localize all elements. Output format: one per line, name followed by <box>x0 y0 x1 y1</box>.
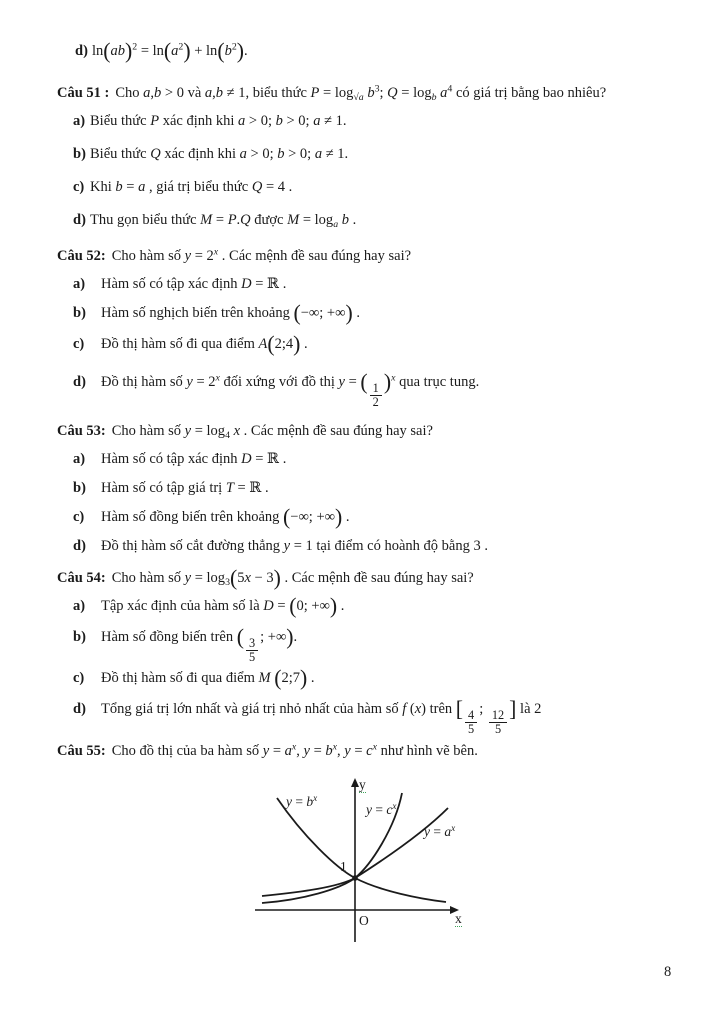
question-53-option-c <box>73 505 350 530</box>
question-51-option-b <box>73 145 348 163</box>
option-text: Hàm số có tập xác định D = ℝ . <box>101 276 287 292</box>
y-axis-arrow-icon <box>351 778 359 787</box>
option-text: Đồ thị hàm số đi qua điểm M (2;7) . <box>101 666 315 691</box>
curve-b-label: $y = b^x$ <box>286 792 318 809</box>
question-stem: Cho a,b > 0 và a,b ≠ 1, biểu thức $P = \log_{√a} b^3$; $Q = \log_b a^4$ có giá trị bằng bao nhiêu? <box>115 83 607 103</box>
option-label: a) <box>73 598 86 614</box>
option-label: c) <box>73 336 85 352</box>
question-stem: Cho đồ thị của ba hàm số $y = a^x$, $y = b^x$, $y = c^x$ như hình vẽ bên. <box>111 741 478 759</box>
option-label: d) <box>73 374 86 390</box>
option-label: a) <box>73 451 86 467</box>
x-axis-label: x <box>455 911 462 926</box>
option-label: b) <box>73 305 86 321</box>
question-53-option-d <box>73 537 488 555</box>
question-53-header <box>57 422 433 440</box>
option-label: b) <box>73 480 86 496</box>
option-text: $\ln(ab)^2 = \ln(a^2) + \ln(b^2)$. <box>92 39 248 64</box>
question-55-header <box>57 742 478 760</box>
option-text: Hàm số có tập xác định D = ℝ . <box>101 451 287 467</box>
question-52-option-c <box>73 332 308 357</box>
question-53-option-b <box>73 479 269 497</box>
option-text: Đồ thị hàm số $y = 2^x$ đối xứng với đồ thị y = ( $\frac{1}{2}$ )$^x$ qua trục tung. <box>101 370 480 410</box>
option-text: Thu gọn biểu thức M = P.Q được $M = \log_a b$ . <box>90 212 357 230</box>
option-text: Hàm số đồng biến trên ( $\frac{3}{5}$ ; +∞). <box>101 625 298 665</box>
option-label: d) <box>73 538 86 554</box>
origin-label: O <box>359 913 369 928</box>
question-id: Câu 55: <box>57 743 106 759</box>
option-text: Biểu thức P xác định khi a > 0; b > 0; a ≠ 1. <box>90 113 347 129</box>
question-52-option-b <box>73 301 360 326</box>
curve-a-label: $y = a^x$ <box>424 822 456 839</box>
option-text: Đồ thị hàm số đi qua điểm A(2;4) . <box>101 332 308 357</box>
question-stem: Cho hàm số $y = \log_4 x$ . Các mệnh đề sau đúng hay sai? <box>111 423 433 441</box>
question-stem: Cho hàm số $y = \log_3(5x - 3)$ . Các mệnh đề sau đúng hay sai? <box>111 566 474 591</box>
option-text: Tập xác định của hàm số là D = (0; +∞) . <box>101 594 345 619</box>
lead-option-d <box>75 39 248 64</box>
question-53-option-a <box>73 450 286 468</box>
page-number: 8 <box>664 964 672 980</box>
option-label: d) <box>75 43 88 59</box>
option-text: Hàm số đồng biến trên khoảng (−∞; +∞) . <box>101 505 350 530</box>
curve-c-label: $y = c^x$ <box>366 800 397 817</box>
question-52-option-a <box>73 275 286 293</box>
question-54-option-d <box>73 697 542 737</box>
question-51-header <box>57 84 606 102</box>
option-label: d) <box>73 701 86 717</box>
option-text: Đồ thị hàm số cắt đường thẳng y = 1 tại điểm có hoành độ bằng 3 . <box>101 538 488 554</box>
option-text: Biểu thức Q xác định khi a > 0; b > 0; a ≠ 1. <box>90 146 349 162</box>
question-54-option-b <box>73 625 298 665</box>
option-text: Hàm số nghịch biến trên khoảng (−∞; +∞) . <box>101 301 360 326</box>
option-label: a) <box>73 113 86 129</box>
question-id: Câu 51 : <box>57 85 110 101</box>
option-text: Tổng giá trị lớn nhất và giá trị nhỏ nhất của hàm số f (x) trên [ $\frac{4}{5}$ ; $\frac{12}{5}$ ] là 2 <box>101 697 542 737</box>
question-54-header <box>57 566 474 591</box>
option-label: b) <box>73 146 86 162</box>
question-id: Câu 52: <box>57 248 106 264</box>
question-stem: Cho hàm số $y = 2^x$ . Các mệnh đề sau đúng hay sai? <box>111 246 412 264</box>
unit-one-label: 1 <box>340 859 347 874</box>
question-id: Câu 53: <box>57 423 106 439</box>
option-label: c) <box>73 509 85 525</box>
option-text: Hàm số có tập giá trị T = ℝ . <box>101 480 269 496</box>
option-text: Khi b = a , giá trị biểu thức Q = 4 . <box>90 179 293 195</box>
y-axis-label: y <box>359 777 366 792</box>
intersection-dot <box>352 875 358 881</box>
question-54-option-c <box>73 666 315 691</box>
option-label: d) <box>73 212 86 228</box>
question-52-header <box>57 247 411 265</box>
option-label: c) <box>73 179 85 195</box>
question-52-option-d <box>73 370 480 410</box>
option-label: a) <box>73 276 86 292</box>
question-51-option-d <box>73 211 356 229</box>
question-id: Câu 54: <box>57 570 106 586</box>
question-54-option-a <box>73 594 345 619</box>
graph-figure <box>248 778 478 950</box>
question-51-option-a <box>73 112 347 130</box>
question-51-option-c <box>73 178 292 196</box>
curve-b <box>277 798 446 902</box>
option-label: c) <box>73 670 85 686</box>
option-label: b) <box>73 629 86 645</box>
